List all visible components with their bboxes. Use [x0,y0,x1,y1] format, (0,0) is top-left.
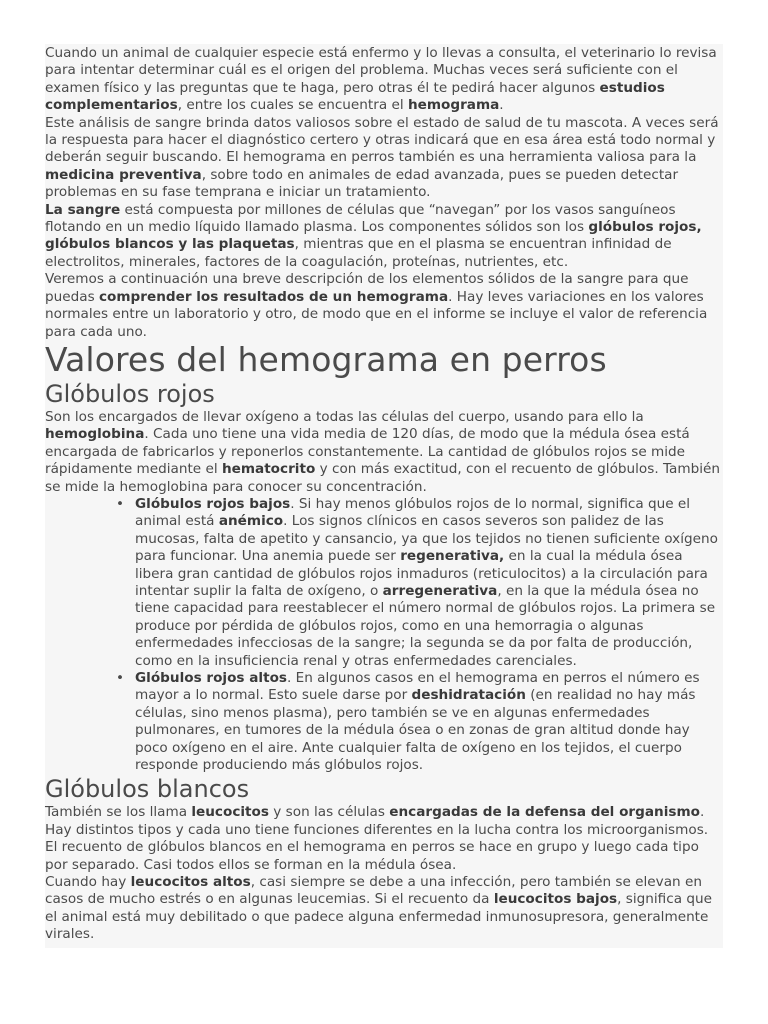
text-run: . Si hay menos glóbulos rojos de lo normal, significa que el animal está [135,495,691,530]
text-run: está compuesta por millones de células que “navegan” por los vasos sanguíneos flotando en un medio líquido llamado plasma. Los componentes sólidos son los [45,201,676,236]
bold-text: glóbulos rojos, glóbulos blancos y las plaquetas [45,219,702,253]
list-item [135,496,723,670]
section-heading-red-cells: Glóbulos rojos [45,379,215,408]
text-run: , en la que la médula ósea no tiene capacidad para reestablecer el número normal de glóbulos rojos. La primera se produce por pérdida de glóbulos rojos, como en una hemorragia o algunas enfermedades infecciosas de la sangre; la segunda se da por falta de producción, como en la insuficiencia renal y otras enfermedades carenciales. [135,582,716,669]
bold-text: deshidratación [411,687,526,704]
list-item [135,670,723,774]
paragraph [45,45,723,115]
bold-text: hemoglobina [45,426,145,443]
intro-section [45,45,723,341]
text-run: , significa que el animal está muy debilitado o que padece alguna enfermedad inmunosupresora, generalmente virales. [45,891,712,943]
bold-text: Glóbulos rojos bajos [135,495,291,512]
text-run: en la cual la médula ósea libera gran cantidad de glóbulos rojos inmaduros (reticulocitos) a la circulación para intentar suplir la falta de oxígeno, o [135,548,708,599]
paragraph [45,202,723,272]
text-run: Son los encargados de llevar oxígeno a todas las células del cuerpo, usando para ello la [45,408,644,425]
text-run: También se los llama [45,804,192,821]
bold-text: medicina preventiva [45,166,202,183]
bold-text: leucocitos [191,804,269,821]
text-run: , casi siempre se debe a una infección, pero también se elevan en casos de mucho estrés o en algunas leucemias. Si el recuento da [45,874,702,908]
bold-text: hematocrito [221,461,316,478]
text-run: Cuando un animal de cualquier especie está enfermo y lo llevas a consulta, el veterinario lo revisa para intentar determinar cuál es el origen del problema. Muchas veces será suficiente con el examen físico y las preguntas que te haga, pero otras él te pedirá hacer algunos [45,45,717,96]
text-run: , entre los cuales se encuentra el [177,97,408,114]
text-run: . Hay leves variaciones en los valores normales entre un laboratorio y otro, de modo que en el informe se incluye el valor de referencia para cada uno. [45,288,708,340]
text-run: . Hay distintos tipos y cada uno tiene funciones diferentes en la lucha contra los microorganismos. El recuento de glóbulos blancos en el hemograma en perros se hace en grupo y luego cada tipo por separado. Casi todos ellos se forman en la médula ósea. [45,804,709,873]
bold-text: leucocitos altos [130,874,251,891]
paragraph [45,874,723,944]
bold-text: arregenerativa [382,582,498,599]
article [45,44,723,948]
bold-text: Glóbulos rojos altos [135,670,288,686]
bold-text: La sangre [45,201,121,218]
text-run: Veremos a continuación una breve descripción de los elementos sólidos de la sangre para que puedas [45,271,689,305]
text-run: , mientras que en el plasma se encuentran infinidad de electrolitos, minerales, factores de la coagulación, proteínas, nutrientes, etc. [45,236,672,270]
section-heading-white-cells: Glóbulos blancos [45,775,250,804]
text-run: y son las células [268,804,390,821]
text-run: , sobre todo en animales de edad avanzada, pues se pueden detectar problemas en su fase temprana e iniciar un tratamiento. [45,166,679,201]
paragraph [45,804,723,874]
bold-text: hemograma [407,97,500,114]
paragraph [45,115,723,202]
bold-text: anémico [218,513,284,530]
bold-text: encargadas de la defensa del organismo [389,804,700,821]
text-run: . Cada uno tiene una vida media de 120 días, de modo que la médula ósea está encargada de fabricarlos y reponerlos constantemente. La cantidad de glóbulos rojos se mide rápidamente mediante el [45,426,690,478]
text-run: Cuando hay [45,874,131,891]
bold-text: estudios complementarios [45,79,665,114]
bold-text: leucocitos bajos [493,891,618,908]
bullet-list [45,496,723,775]
text-run: (en realidad no hay más células, sino menos plasma), pero también se ve en algunas enfermedades pulmonares, en tumores de la médula ósea o en zonas de gran altitud donde hay poco oxígeno en el aire. Ante cualquier falta de oxígeno en los tejidos, el cuerpo responde produciendo más glóbulos rojos. [135,687,696,774]
paragraph [45,271,723,341]
bold-text: comprender los resultados de un hemograma [98,288,449,305]
text-run: . En algunos casos en el hemograma en perros el número es mayor a lo normal. Esto suele darse por [135,670,700,704]
main-heading: Valores del hemograma en perros [45,339,607,379]
text-run: y con más exactitud, con el recuento de glóbulos. También se mide la hemoglobina para conocer su concentración. [45,461,720,495]
text-run: Este análisis de sangre brinda datos valiosos sobre el estado de salud de tu mascota. A veces será la respuesta para hacer el diagnóstico certero y otras indicará que en esa área está todo normal y deberán seguir buscando. El hemograma en perros también es una herramienta valiosa para la [45,114,719,166]
bold-text: regenerativa, [400,548,505,565]
paragraph [45,409,723,496]
text-run: . [499,97,504,114]
text-run: . Los signos clínicos en casos severos son palidez de las mucosas, falta de apetito y cansancio, ya que los tejidos no tienen suficiente oxígeno para funcionar. Una anemia puede ser [135,513,718,565]
